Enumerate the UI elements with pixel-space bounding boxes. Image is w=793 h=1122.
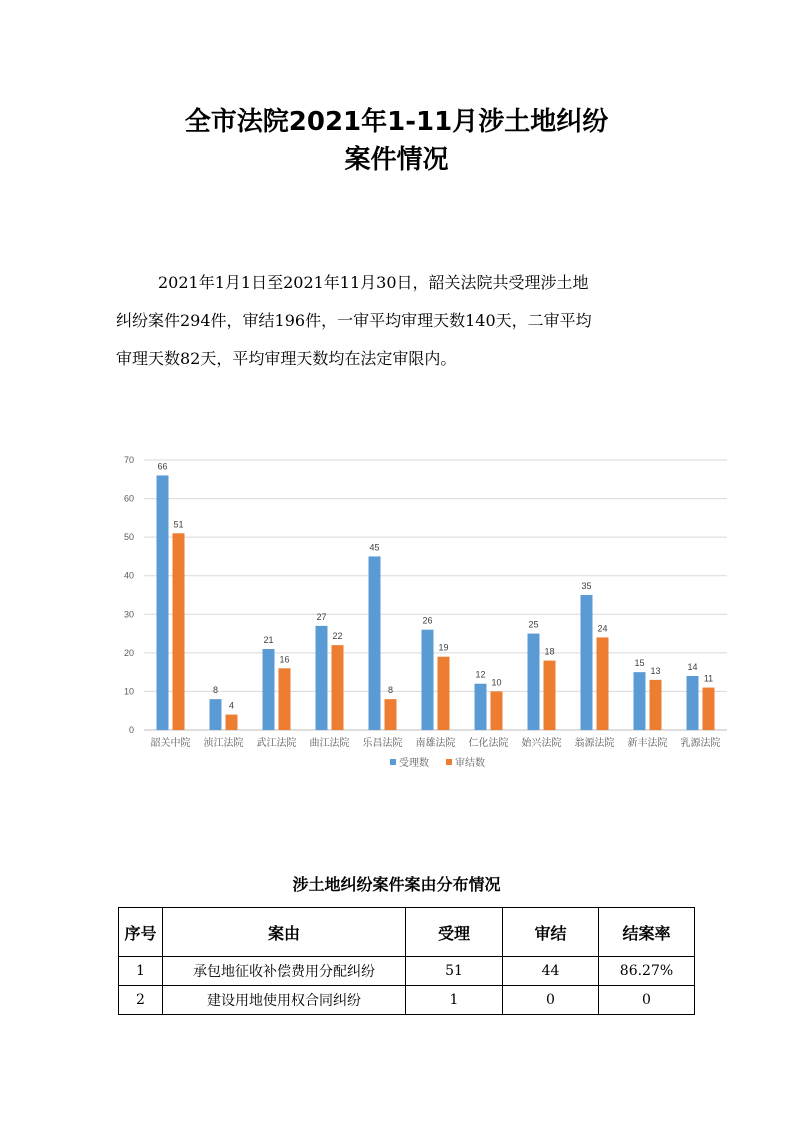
x-tick-label: 南雄法院: [415, 738, 456, 749]
x-tick-label: 乳源法院: [680, 738, 721, 749]
bar-accepted: [210, 699, 222, 730]
y-tick-label: 30: [123, 609, 134, 620]
data-label: 4: [228, 700, 235, 711]
cell-cause: 建设用地使用权合同纠纷: [163, 986, 406, 1015]
cell-index: 2: [119, 986, 163, 1015]
table-title: 涉土地纠纷案件案由分布情况: [292, 875, 501, 894]
cell-concluded: 0: [503, 986, 599, 1015]
data-label: 14: [687, 662, 698, 672]
y-tick-label: 0: [128, 725, 134, 735]
y-tick-label: 10: [123, 686, 134, 697]
legend-label: 受理数: [399, 758, 429, 769]
table-row: [119, 986, 695, 1015]
bar-concluded: [332, 645, 344, 730]
data-label: 21: [263, 635, 274, 645]
document-title-line2: 案件情况: [344, 145, 449, 175]
data-label: 35: [581, 581, 592, 591]
x-tick-label: 翁源法院: [574, 738, 615, 749]
cell-concluded: 44: [503, 957, 599, 986]
case-distribution-table: [118, 907, 695, 1015]
x-tick-label: 始兴法院: [521, 738, 562, 749]
bar-concluded: [597, 637, 609, 730]
bar-concluded: [544, 661, 556, 730]
table-header-row: [119, 908, 695, 957]
paragraph-line: 2021年1月1日至2021年11月30日，韶关法院共受理涉土地: [158, 273, 589, 292]
bar-chart: [112, 448, 732, 778]
data-label: 8: [212, 685, 219, 696]
cell-rate: 0: [599, 986, 695, 1015]
legend-label: 审结数: [455, 758, 485, 769]
table-row: [119, 957, 695, 986]
header-rate: 结案率: [599, 908, 695, 957]
cell-accepted: 1: [406, 986, 503, 1015]
data-label: 16: [279, 654, 290, 665]
y-tick-label: 70: [123, 455, 134, 465]
data-label: 18: [544, 646, 555, 657]
y-tick-label: 40: [123, 570, 134, 581]
header-concluded: 审结: [503, 908, 599, 957]
data-label: 12: [475, 669, 486, 680]
bar-accepted: [475, 684, 487, 730]
x-tick-label: 乐昌法院: [362, 738, 403, 749]
cell-accepted: 51: [406, 957, 503, 986]
cell-index: 1: [119, 957, 163, 986]
paragraph-line: 纠纷案件294件，审结196件，一审平均审理天数140天，二审平均: [116, 311, 592, 330]
data-label: 15: [634, 658, 645, 669]
bar-accepted: [687, 676, 699, 730]
bar-accepted: [528, 634, 540, 730]
bar-accepted: [581, 595, 593, 730]
bar-concluded: [703, 688, 715, 730]
x-tick-label: 仁化法院: [468, 738, 509, 749]
y-tick-label: 50: [123, 532, 134, 543]
x-tick-label: 韶关中院: [150, 738, 191, 749]
cell-cause: 承包地征收补偿费用分配纠纷: [163, 957, 406, 986]
header-cause: 案由: [163, 908, 406, 957]
x-tick-label: 武江法院: [256, 738, 297, 749]
bar-accepted: [263, 649, 275, 730]
legend-swatch: [390, 759, 396, 765]
y-tick-label: 60: [123, 493, 134, 504]
data-label: 25: [528, 619, 539, 630]
data-label: 11: [703, 673, 714, 684]
bar-concluded: [279, 668, 291, 730]
bar-concluded: [438, 657, 450, 730]
data-label: 13: [650, 665, 661, 676]
x-tick-label: 曲江法院: [309, 738, 350, 749]
data-label: 24: [597, 623, 608, 634]
x-tick-label: 浈江法院: [203, 738, 244, 749]
bar-accepted: [316, 626, 328, 730]
cell-rate: 86.27%: [599, 957, 695, 986]
bar-concluded: [650, 680, 662, 730]
bar-accepted: [634, 672, 646, 730]
data-label: 19: [438, 642, 449, 653]
data-label: 51: [173, 519, 184, 530]
bar-concluded: [385, 699, 397, 730]
header-accepted: 受理: [406, 908, 503, 957]
paragraph-line: 审理天数82天，平均审理天数均在法定审限内。: [116, 349, 457, 368]
data-label: 27: [316, 611, 327, 622]
bar-accepted: [369, 556, 381, 730]
bar-concluded: [173, 533, 185, 730]
summary-paragraph: [116, 264, 691, 378]
bar-concluded: [226, 715, 238, 730]
header-index: 序号: [119, 908, 163, 957]
bar-accepted: [422, 630, 434, 730]
data-label: 8: [387, 685, 394, 696]
x-tick-label: 新丰法院: [627, 738, 668, 749]
data-label: 22: [332, 631, 343, 642]
bar-accepted: [157, 475, 169, 730]
data-label: 45: [369, 542, 380, 553]
legend-swatch: [446, 759, 452, 765]
bar-concluded: [491, 691, 503, 730]
data-label: 10: [491, 677, 502, 688]
data-label: 66: [157, 461, 168, 472]
y-tick-label: 20: [123, 647, 134, 658]
document-title-line1: 全市法院2021年1-11月涉土地纠纷: [184, 107, 609, 137]
data-label: 26: [422, 615, 433, 626]
